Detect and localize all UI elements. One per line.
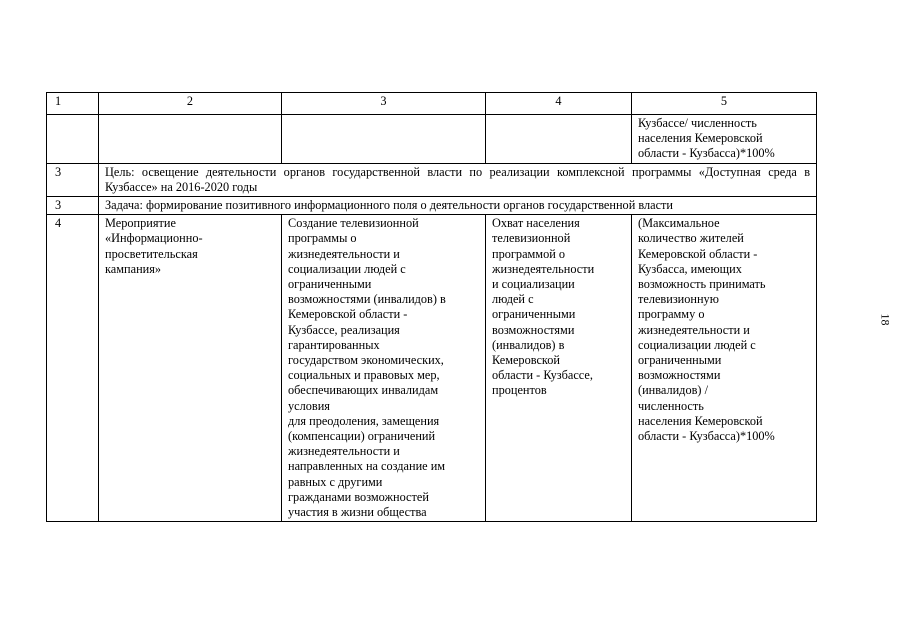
cont-cell-4 <box>486 115 632 164</box>
program-table <box>46 92 817 522</box>
event-indicator: Охват населения телевизионной программой о жизнедеятельности и социализации людей с ограниченными возможностями (инвалидов) в Кемеровской области - Кузбассе, процентов <box>486 215 632 522</box>
continuation-row <box>47 115 817 164</box>
cont-cell-2 <box>99 115 282 164</box>
page-number: 18 <box>878 313 893 326</box>
goal-number: 3 <box>47 163 99 196</box>
event-description: Создание телевизионной программы о жизнедеятельности и социализации людей с ограниченными возможностями (инвалидов) в Кемеровской области - Кузбассе, реализация гарантированных государством экономических, социальных и правовых мер, обеспечивающих инвалидам условия для преодоления, замещения (компенсации) ограничений жизнедеятельности и направленных на создание им равных с другими гражданами возможностей участия в жизни общества <box>282 215 486 522</box>
task-text: Задача: формирование позитивного информационного поля о деятельности органов государственной власти <box>99 197 817 215</box>
cont-cell-3 <box>282 115 486 164</box>
event-number: 4 <box>47 215 99 522</box>
header-row <box>47 93 817 115</box>
event-formula: (Максимальное количество жителей Кемеровской области - Кузбасса, имеющих возможность принимать телевизионную программу о жизнедеятельности и социализации людей с ограниченными возможностями (инвалидов) / численность населения Кемеровской области - Кузбасса)*100% <box>632 215 817 522</box>
header-col-5: 5 <box>632 93 817 115</box>
header-col-1: 1 <box>47 93 99 115</box>
cont-cell-5: Кузбассе/ численность населения Кемеровской области - Кузбасса)*100% <box>632 115 817 164</box>
header-col-4: 4 <box>486 93 632 115</box>
cont-cell-1 <box>47 115 99 164</box>
event-row <box>47 215 817 522</box>
task-row <box>47 197 817 215</box>
goal-text: Цель: освещение деятельности органов государственной власти по реализации комплексной программы «Доступная среда в Кузбассе» на 2016-2020 годы <box>99 163 817 196</box>
goal-row <box>47 163 817 196</box>
event-name: Мероприятие «Информационно- просветительская кампания» <box>99 215 282 522</box>
task-number: 3 <box>47 197 99 215</box>
header-col-3: 3 <box>282 93 486 115</box>
header-col-2: 2 <box>99 93 282 115</box>
